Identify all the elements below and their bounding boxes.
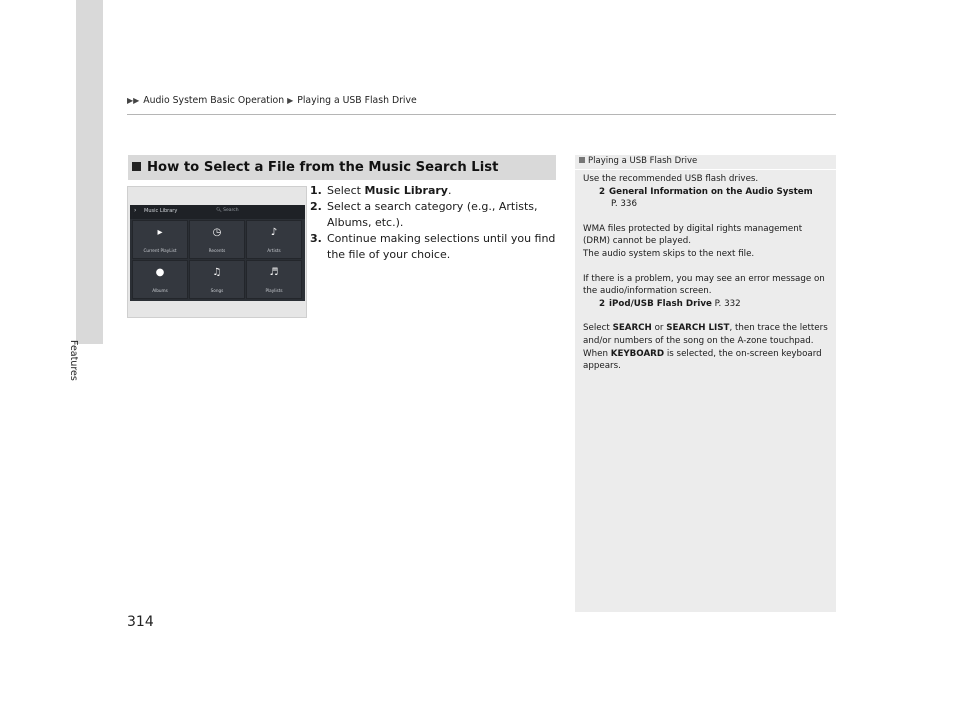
header-divider <box>127 114 836 115</box>
tile-label: Artists <box>267 248 281 253</box>
tile-current-playlist <box>132 220 188 259</box>
note-divider <box>575 169 836 170</box>
music-library-screenshot <box>127 186 307 318</box>
step-item <box>310 231 560 263</box>
note-keyword: SEARCH LIST <box>666 323 730 334</box>
note-keyword: SEARCH <box>612 323 652 334</box>
reference-arrow-icon: 2 <box>599 298 606 309</box>
step-number: 1. <box>310 184 322 197</box>
cross-reference-link[interactable] <box>583 187 813 197</box>
note-text: , then trace the letters and/or numbers of the song on the A-zone touchpad. When <box>583 323 828 359</box>
step-text: Select a search category (e.g., Artists, Albums, etc.). <box>327 200 538 229</box>
tile-recents <box>189 220 245 259</box>
note-heading <box>575 155 836 169</box>
step-number: 3. <box>310 232 322 245</box>
step-emphasis: Music Library <box>364 184 448 197</box>
tile-playlists <box>246 260 302 299</box>
side-section-label: Features <box>68 340 79 381</box>
step-list <box>310 183 560 263</box>
breadcrumb-parent: Audio System Basic Operation <box>143 95 285 106</box>
page-number: 314 <box>127 614 154 630</box>
note-paragraph <box>583 173 831 211</box>
note-text: The audio system skips to the next file. <box>583 248 755 259</box>
breadcrumb-arrow-icon: ▶ <box>287 96 294 105</box>
breadcrumb-arrow-icon: ▶▶ <box>127 96 140 105</box>
section-title: How to Select a File from the Music Search List <box>147 160 499 175</box>
reference-page: P. 336 <box>611 199 637 210</box>
tile-albums <box>132 260 188 299</box>
tile-label: Current PlayList <box>143 248 177 253</box>
breadcrumb <box>127 95 417 106</box>
step-text: Select <box>327 184 365 197</box>
note-paragraph <box>583 223 831 261</box>
cross-reference-link[interactable] <box>583 299 741 309</box>
note-text: Use the recommended USB flash drives. <box>583 174 759 184</box>
note-text: Select <box>583 323 613 334</box>
play-icon: ▸ <box>157 227 163 238</box>
step-text-end: . <box>447 184 452 197</box>
side-tab <box>76 0 103 722</box>
disc-icon: ● <box>155 267 165 278</box>
reference-arrow-icon: 2 <box>599 186 606 197</box>
screen-header <box>130 205 305 219</box>
side-tab-block <box>76 0 103 344</box>
reference-title: General Information on the Audio System <box>609 186 813 197</box>
note-heading-text: Playing a USB Flash Drive <box>588 156 698 166</box>
screen-title: Music Library <box>144 208 178 214</box>
playlist-icon: ♬ <box>269 267 279 278</box>
reference-page: P. 332 <box>714 298 741 309</box>
screen-search: 🔍︎ Search <box>216 208 239 213</box>
tile-label: Recents <box>208 248 226 253</box>
step-item <box>310 183 560 199</box>
side-note <box>575 155 836 612</box>
note-text: WMA files protected by digital rights management (DRM) cannot be played. <box>583 223 803 247</box>
tile-label: Albums <box>152 288 168 293</box>
step-item <box>310 199 560 231</box>
note-paragraph <box>583 273 831 311</box>
note-text: is selected, the on-screen keyboard appears. <box>583 348 822 372</box>
reference-title: iPod/USB Flash Drive <box>609 298 712 309</box>
step-text: Continue making selections until you find the file of your choice. <box>327 232 556 261</box>
note-paragraph <box>583 322 831 372</box>
square-bullet-icon <box>132 162 141 171</box>
note-text: If there is a problem, you may see an error message on the audio/information screen. <box>583 273 825 297</box>
tile-label: Playlists <box>265 288 283 293</box>
note-keyword: KEYBOARD <box>610 348 665 359</box>
note-body <box>583 173 831 385</box>
step-number: 2. <box>310 200 322 213</box>
clock-icon: ◷ <box>212 227 222 238</box>
note-marker-icon <box>579 157 585 163</box>
tile-songs <box>189 260 245 299</box>
note-text: or <box>651 323 667 334</box>
section-heading <box>128 155 556 180</box>
microphone-icon: ♪ <box>270 227 278 238</box>
screen-search-label: Search <box>223 208 239 213</box>
tile-label: Songs <box>210 288 224 293</box>
breadcrumb-current: Playing a USB Flash Drive <box>297 95 417 106</box>
music-note-icon: ♫ <box>212 267 222 278</box>
tile-artists <box>246 220 302 259</box>
screen-display <box>130 205 305 301</box>
chevron-left-icon: › <box>134 207 137 214</box>
